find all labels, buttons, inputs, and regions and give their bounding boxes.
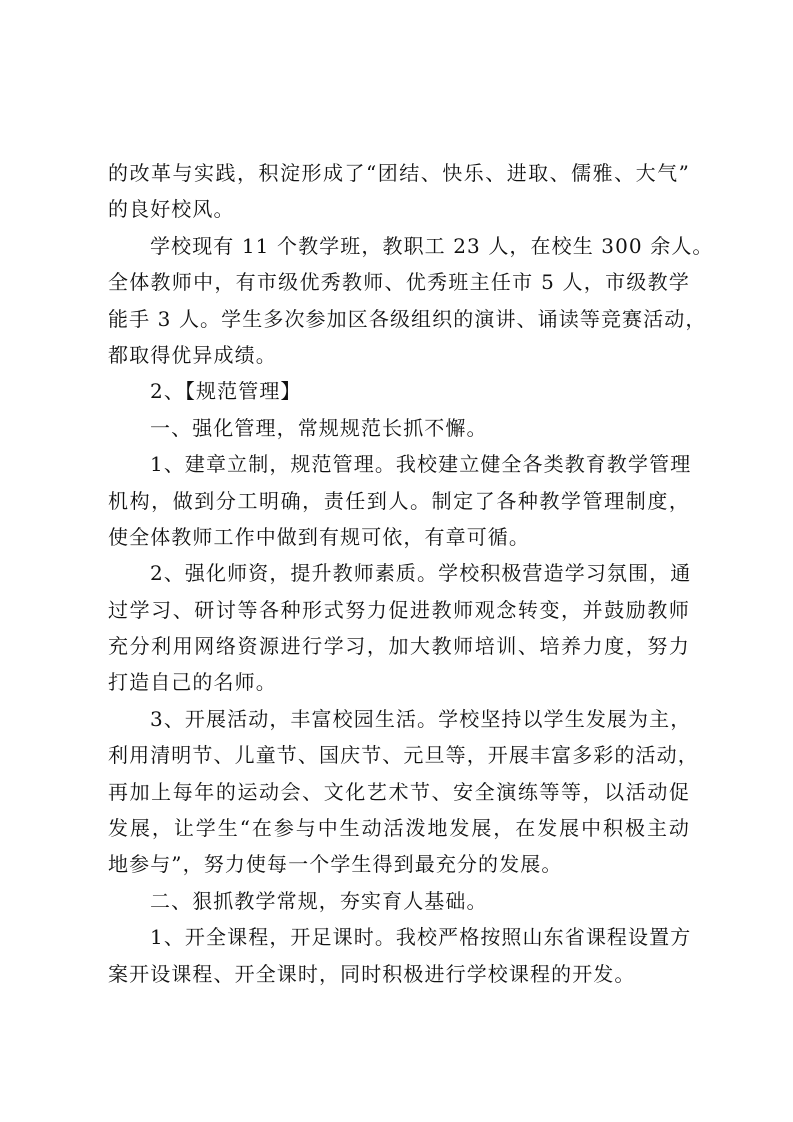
subheading-strengthen-management bbox=[108, 410, 690, 446]
text-line: 一、强化管理，常规规范长抓不懈。 bbox=[150, 415, 488, 440]
text-line: 过学习、研讨等各种形式努力促进教师观念转变，并鼓励教师 bbox=[108, 597, 690, 622]
text-line: 案开设课程、开全课时，同时积极进行学校课程的开发。 bbox=[108, 961, 636, 986]
subheading-teaching-routine bbox=[108, 883, 690, 919]
text-line: 的良好校风。 bbox=[108, 197, 235, 222]
paragraph-rules-and-regulations bbox=[108, 446, 690, 555]
paragraph-school-overview bbox=[108, 228, 714, 374]
text-line: 使全体教师工作中做到有规可依，有章可循。 bbox=[108, 524, 530, 549]
text-line: 利用清明节、儿童节、国庆节、元旦等，开展丰富多彩的活动， bbox=[108, 743, 699, 768]
document-body bbox=[108, 155, 714, 992]
text-line: 2、强化师资，提升教师素质。学校积极营造学习氛围，通 bbox=[150, 561, 692, 586]
text-line: 发展，让学生“在参与中生动活泼地发展，在发展中积极主动 bbox=[108, 816, 690, 841]
text-line: 全体教师中，有市级优秀教师、优秀班主任市 5 人，市级教学 bbox=[108, 270, 690, 295]
text-line: 二、狠抓教学常规，夯实育人基础。 bbox=[150, 888, 488, 913]
text-line: 3、开展活动，丰富校园生活。学校坚持以学生发展为主， bbox=[150, 706, 692, 731]
section-heading-standard-management bbox=[108, 373, 690, 409]
text-line: 能手 3 人。学生多次参加区各级组织的演讲、诵读等竞赛活动， bbox=[108, 306, 707, 331]
text-line: 1、开全课程，开足课时。我校严格按照山东省课程设置方 bbox=[150, 925, 692, 950]
text-line: 打造自己的名师。 bbox=[108, 670, 277, 695]
text-line: 学校现有 11 个教学班，教职工 23 人，在校生 300 余人。 bbox=[150, 233, 714, 258]
text-line: 充分利用网络资源进行学习，加大教师培训、培养力度，努力 bbox=[108, 634, 690, 659]
text-line: 1、建章立制，规范管理。我校建立健全各类教育教学管理 bbox=[150, 452, 692, 477]
text-line: 地参与”，努力使每一个学生得到最充分的发展。 bbox=[108, 852, 563, 877]
text-line: 都取得优异成绩。 bbox=[108, 342, 277, 367]
text-line: 机构，做到分工明确，责任到人。制定了各种教学管理制度， bbox=[108, 488, 690, 513]
paragraph-school-style bbox=[108, 155, 690, 228]
text-line: 再加上每年的运动会、文化艺术节、安全演练等等，以活动促 bbox=[108, 779, 690, 804]
paragraph-campus-activities bbox=[108, 701, 699, 883]
text-line: 2、【规范管理】 bbox=[150, 379, 302, 404]
paragraph-teacher-quality bbox=[108, 555, 690, 701]
paragraph-curriculum bbox=[108, 919, 690, 992]
text-line: 的改革与实践，积淀形成了“团结、快乐、进取、儒雅、大气” bbox=[108, 161, 690, 185]
